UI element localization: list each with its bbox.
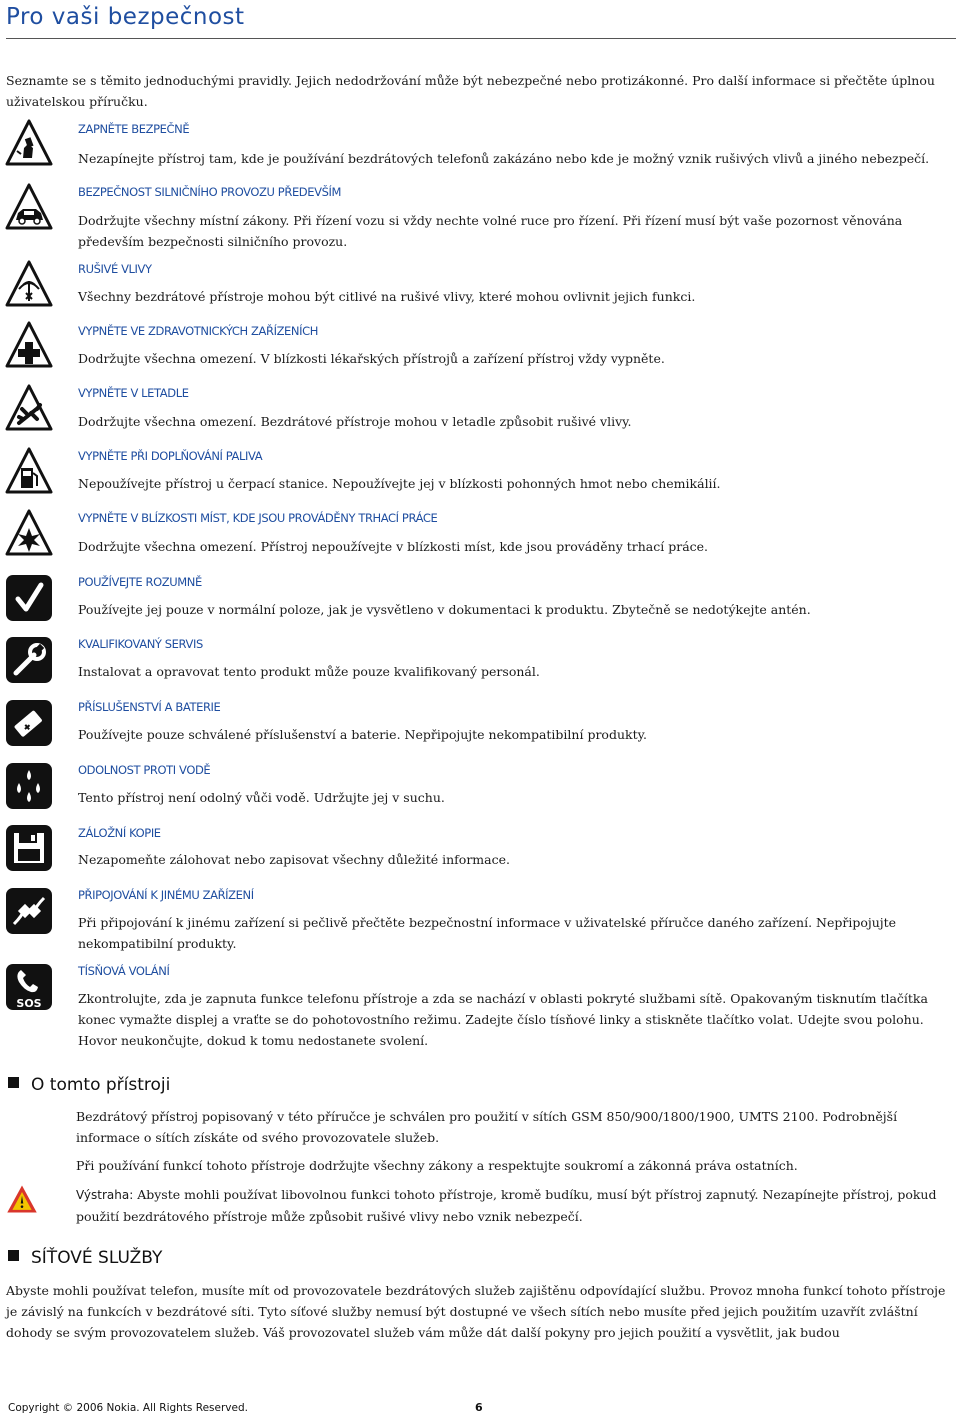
item-body: Používejte jej pouze v normální poloze, jak je vysvětleno v dokumentaci k produktu. Zbytečně se nedotýkejte antén. [78,602,811,617]
item-heading: VYPNĚTE V LETADLE [78,386,189,400]
fuel-pump-icon [4,446,54,496]
item-heading: KVALIFIKOVANÝ SERVIS [78,637,203,651]
item-heading: RUŠIVÉ VLIVY [78,262,152,276]
footer-copyright: Copyright © 2006 Nokia. All Rights Reserved. [8,1402,248,1414]
square-bullet-icon [8,1250,19,1261]
page-title: Pro vaši bezpečnost [6,4,245,30]
medical-cross-icon [4,320,54,370]
privacy-paragraph: Při používání funkcí tohoto přístroje dodržujte všechny zákony a respektujte soukromí a zákonná práva ostatních. [76,1158,798,1173]
item-body: Dodržujte všechny místní zákony. Při řízení vozu si vždy nechte volné ruce pro řízení. Při řízení musí být vaše pozornost věnována především bezpečnosti silničního provozu. [78,213,903,249]
checkmark-icon [4,573,54,623]
warning-label: Výstraha: [76,1188,134,1202]
item-heading: POUŽÍVEJTE ROZUMNĚ [78,575,202,589]
connector-plug-icon [4,886,54,936]
item-heading: VYPNĚTE VE ZDRAVOTNICKÝCH ZAŘÍZENÍCH [78,324,318,338]
water-drops-icon [4,761,54,811]
item-heading: VYPNĚTE PŘI DOPLŇOVÁNÍ PALIVA [78,449,263,463]
item-body: Instalovat a opravovat tento produkt může pouze kvalifikovaný personál. [78,664,540,679]
airplane-icon [4,383,54,433]
phone-hand-icon [4,118,54,168]
battery-icon [4,698,54,748]
item-heading: ZÁLOŽNÍ KOPIE [78,826,161,840]
warning-icon [6,1184,38,1214]
network-paragraph: Abyste mohli používat telefon, musíte mít od provozovatele bezdrátových služeb zajištěnu odpovídající službu. Provoz mnoha funkcí tohoto přístroje je závislý na funkcích v bezdrátové síti. Tyto síťové služby nemusí být dostupné ve všech sítích nebo musíte před jejich použitím uzavřít zvláštní dohody se svým provozovatelem služeb. Váš provozovatel služeb vám může dát další pokyny pro jejich použití a vysvětlit, jak budou [6,1283,946,1340]
intro-paragraph: Seznamte se s těmito jednoduchými pravidly. Jejich nedodržování může být nebezpečné nebo protizákonné. Pro další informace si přečtěte úplnou uživatelskou příručku. [6,73,935,109]
item-heading: PŘIPOJOVÁNÍ K JINÉMU ZAŘÍZENÍ [78,888,254,902]
item-body: Dodržujte všechna omezení. Bezdrátové přístroje mohou v letadle způsobit rušivé vlivy. [78,414,632,429]
item-heading: TÍSŇOVÁ VOLÁNÍ [78,964,170,978]
item-body: Dodržujte všechna omezení. Přístroj nepoužívejte v blízkosti míst, kde jsou prováděny trhací práce. [78,539,709,554]
item-heading: PŘÍSLUŠENSTVÍ A BATERIE [78,700,221,714]
floppy-disk-icon [4,823,54,873]
item-heading: ZAPNĚTE BEZPEČNĚ [78,122,190,136]
square-bullet-icon [8,1077,19,1088]
section-heading-device: O tomto přístroji [8,1075,170,1095]
item-body: Nezapínejte přístroj tam, kde je používání bezdrátových telefonů zakázáno nebo kde je možný vznik rušivých vlivů a jiného nebezpečí. [78,151,930,166]
car-icon [4,182,54,232]
wrench-icon [4,635,54,685]
explosion-icon [4,508,54,558]
device-paragraph: Bezdrátový přístroj popisovaný v této příručce je schválen pro použití v sítích GSM 850/900/1800/1900, UMTS 2100. Podrobnější informace o sítích získáte od svého provozovatele služeb. [76,1109,898,1145]
warning-paragraph [76,1184,956,1227]
item-heading: VYPNĚTE V BLÍZKOSTI MÍST, KDE JSOU PROVÁDĚNY TRHACÍ PRÁCE [78,511,438,525]
item-body: Dodržujte všechna omezení. V blízkosti lékařských přístrojů a zařízení přístroj vždy vypněte. [78,351,665,366]
section-heading-network: SÍŤOVÉ SLUŽBY [8,1248,162,1268]
item-body: Používejte pouze schválené příslušenství a baterie. Nepřipojujte nekompatibilní produkty. [78,727,647,742]
item-body: Zkontrolujte, zda je zapnuta funkce telefonu přístroje a zda se nachází v oblasti pokryté službami sítě. Opakovaným tisknutím tlačítka konec vymažte displej a vraťte se do pohotovostního režimu. Zadejte číslo tísňové linky a stiskněte tlačítko volat. Udejte svou polohu. Hovor neukončujte, dokud k tomu nedostanete svolení. [78,991,928,1048]
svg-text:SOS: SOS [16,997,42,1010]
title-divider [6,38,956,39]
interference-icon [4,259,54,309]
item-body: Tento přístroj není odolný vůči vodě. Udržujte jej v suchu. [78,790,445,805]
warning-text: Abyste mohli používat libovolnou funkci tohoto přístroje, kromě budíku, musí být přístroj zapnutý. Nezapínejte přístroj, pokud použití bezdrátového přístroje může způsobit rušivé vlivy nebo vznik nebezpečí. [76,1187,937,1224]
item-body: Všechny bezdrátové přístroje mohou být citlivé na rušivé vlivy, které mohou ovlivnit jejich funkci. [78,289,696,304]
item-body: Nepoužívejte přístroj u čerpací stanice. Nepoužívejte jej v blízkosti pohonných hmot nebo chemikálií. [78,476,721,491]
sos-phone-icon [4,962,54,1012]
item-body: Nezapomeňte zálohovat nebo zapisovat všechny důležité informace. [78,852,510,867]
item-heading: ODOLNOST PROTI VODĚ [78,763,211,777]
footer-page-number: 6 [475,1401,483,1414]
item-heading: BEZPEČNOST SILNIČNÍHO PROVOZU PŘEDEVŠÍM [78,185,342,199]
item-body: Při připojování k jinému zařízení si pečlivě přečtěte bezpečnostní informace v uživatelské příručce daného zařízení. Nepřipojujte nekompatibilní produkty. [78,915,897,951]
